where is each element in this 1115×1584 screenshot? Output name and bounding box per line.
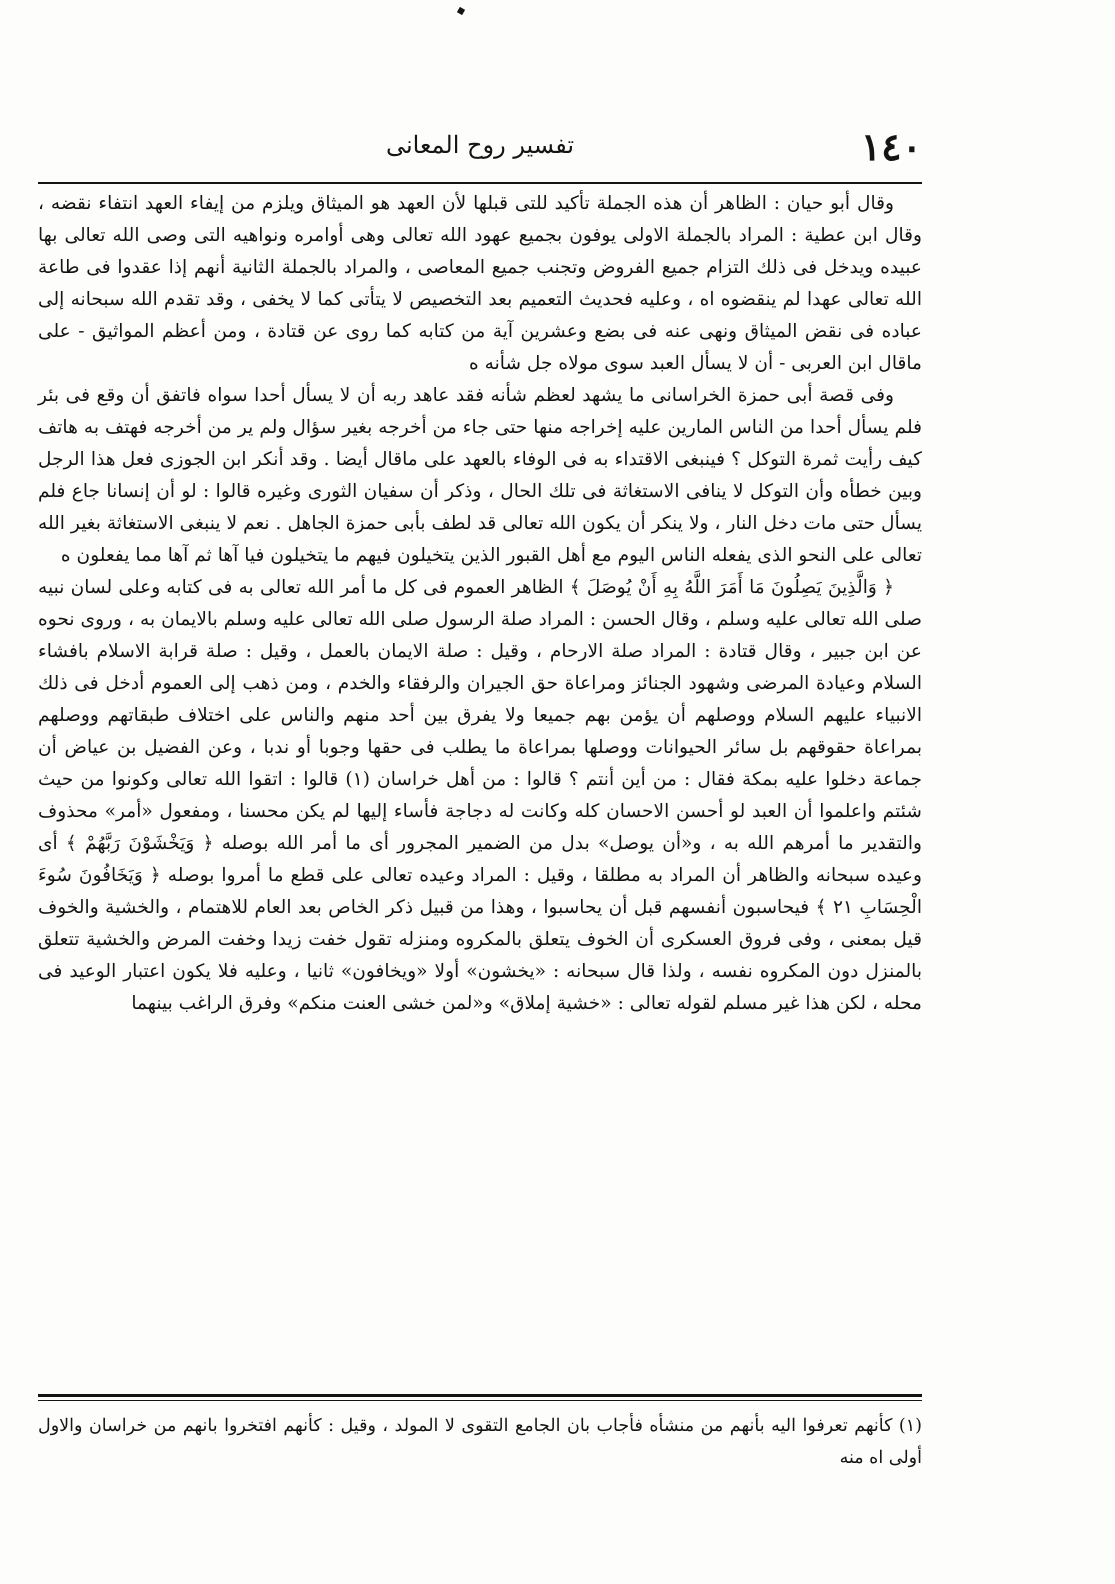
page <box>38 100 922 1540</box>
paragraph-verse-commentary: ﴿ وَالَّذِينَ يَصِلُونَ مَا أَمَرَ اللَّهُ بِهِ أَنْ يُوصَلَ ﴾ الظاهر العموم فى كل ما أمر الله تعالى به فى كتابه وعلى لسان نبيه صلى الله تعالى عليه وسلم ، وقال الحسن : المراد صلة الرسول صلى الله تعالى عليه وسلم بالايمان به ، وروى نحوه عن ابن جبير ، وقال قتادة : المراد صلة الارحام ، وقيل : صلة الايمان بالعمل ، وقيل : صلة قرابة الاسلام بافشاء السلام وعيادة المرضى وشهود الجنائز ومراعاة حق الجيران والرفقاء والخدم ، ومن ذهب إلى العموم أدخل فى ذلك الانبياء عليهم السلام ووصلهم أن يؤمن بهم جميعا ولا يفرق بين أحد منهم والناس على اختلاف طبقاتهم ووصلهم بمراعاة حقوقهم بل سائر الحيوانات ووصلها بمراعاة ما يطلب فى حقها وجوبا أو ندبا ، وعن الفضيل بن عياض أن جماعة دخلوا عليه بمكة فقال : من أين أنتم ؟ قالوا : من أهل خراسان (١) قالوا : اتقوا الله تعالى وكونوا من حيث شئتم واعلموا أن العبد لو أحسن الاحسان كله وكانت له دجاجة فأساء إليها لم يكن محسنا ، ومفعول «أمر» محذوف والتقدير ما أمرهم الله به ، و«أن يوصل» بدل من الضمير المجرور أى ما أمر الله بوصله ﴿ وَيَخْشَوْنَ رَبَّهُمْ ﴾ أى وعيده سبحانه والظاهر أن المراد به مطلقا ، وقيل : المراد وعيده تعالى على قطع ما أمروا بوصله ﴿ وَيَخَافُونَ سُوءَ الْحِسَابِ ٢١ ﴾ فيحاسبون أنفسهم قبل أن يحاسبوا ، وهذا من قبيل ذكر الخاص بعد العام للاهتمام ، والخشية والخوف قيل بمعنى ، وفى فروق العسكرى أن الخوف يتعلق بالمكروه ومنزله تقول خفت زيدا وخفت المرض والخشية تتعلق بالمنزل دون المكروه نفسه ، ولذا قال سبحانه : «يخشون» أولا «ويخافون» ثانيا ، وعليه فلا يكون اعتبار الوعيد فى محله ، لكن هذا غير مسلم لقوله تعالى : «خشية إملاق» و«لمن خشى العنت منكم» وفرق الراغب بينهما <box>38 577 922 1014</box>
running-title: تفسير روح المعانى <box>385 131 575 159</box>
ink-mark <box>457 7 465 15</box>
page-number: ١٤٠ <box>860 124 922 169</box>
paragraph-abu-hamza: وفى قصة أبى حمزة الخراسانى ما يشهد لعظم شأنه فقد عاهد ربه أن لا يسأل أحدا سواه فاتفق أن وقع فى بئر فلم يسأل أحدا من الناس المارين عليه إخراجه منها حتى جاء من أخرجه بغير سؤال ولم ير من أخرجه فهتف به هاتف كيف رأيت ثمرة التوكل ؟ فينبغى الاقتداء به فى الوفاء بالعهد على ماقال أيضا . وقد أنكر ابن الجوزى فعل هذا الرجل وبين خطأه وأن التوكل لا ينافى الاستغاثة فى تلك الحال ، وذكر أن سفيان الثورى وغيره قالوا : لو أن إنسانا جاع فلم يسأل حتى مات دخل النار ، ولا ينكر أن يكون الله تعالى قد لطف بأبى حمزة الجاهل . نعم لا ينبغى الاستغاثة بغير الله تعالى على النحو الذى يفعله الناس اليوم مع أهل القبور الذين يتخيلون فيهم ما يتخيلون فيا آها ثم آها مما يفعلون ه <box>38 385 922 566</box>
footnote-separator <box>38 1394 922 1401</box>
page-header <box>38 100 922 169</box>
footnote: (١) كأنهم تعرفوا اليه بأنهم من منشأه فأجاب بان الجامع التقوى لا المولد ، وقيل : كأنهم افتخروا بانهم من خراسان والاول أولى اه منه <box>38 1416 922 1468</box>
paragraph-abu-hayyan: وقال أبو حيان : الظاهر أن هذه الجملة تأكيد للتى قبلها لأن العهد هو الميثاق ويلزم من إيفاء العهد انتفاء نقضه ، وقال ابن عطية : المراد بالجملة الاولى يوفون بجميع عهود الله تعالى وهى أوامره ونواهيه التى وصى الله تعالى بها عبيده ويدخل فى ذلك التزام جميع الفروض وتجنب جميع المعاصى ، والمراد بالجملة الثانية أنهم إذا عقدوا فى طاعة الله تعالى عهدا لم ينقضوه اه ، وعليه فحديث التعميم بعد التخصيص لا يتأتى كما لا يخفى ، وقد تقدم الله سبحانه إلى عباده فى نقض الميثاق ونهى عنه فى بضع وعشرين آية من كتابه كما روى عن قتادة ، ومن أعظم المواثيق - على ماقال ابن العربى - أن لا يسأل العبد سوى مولاه جل شأنه ه <box>38 193 922 374</box>
header-rule <box>38 182 922 184</box>
body-text <box>38 188 922 1020</box>
